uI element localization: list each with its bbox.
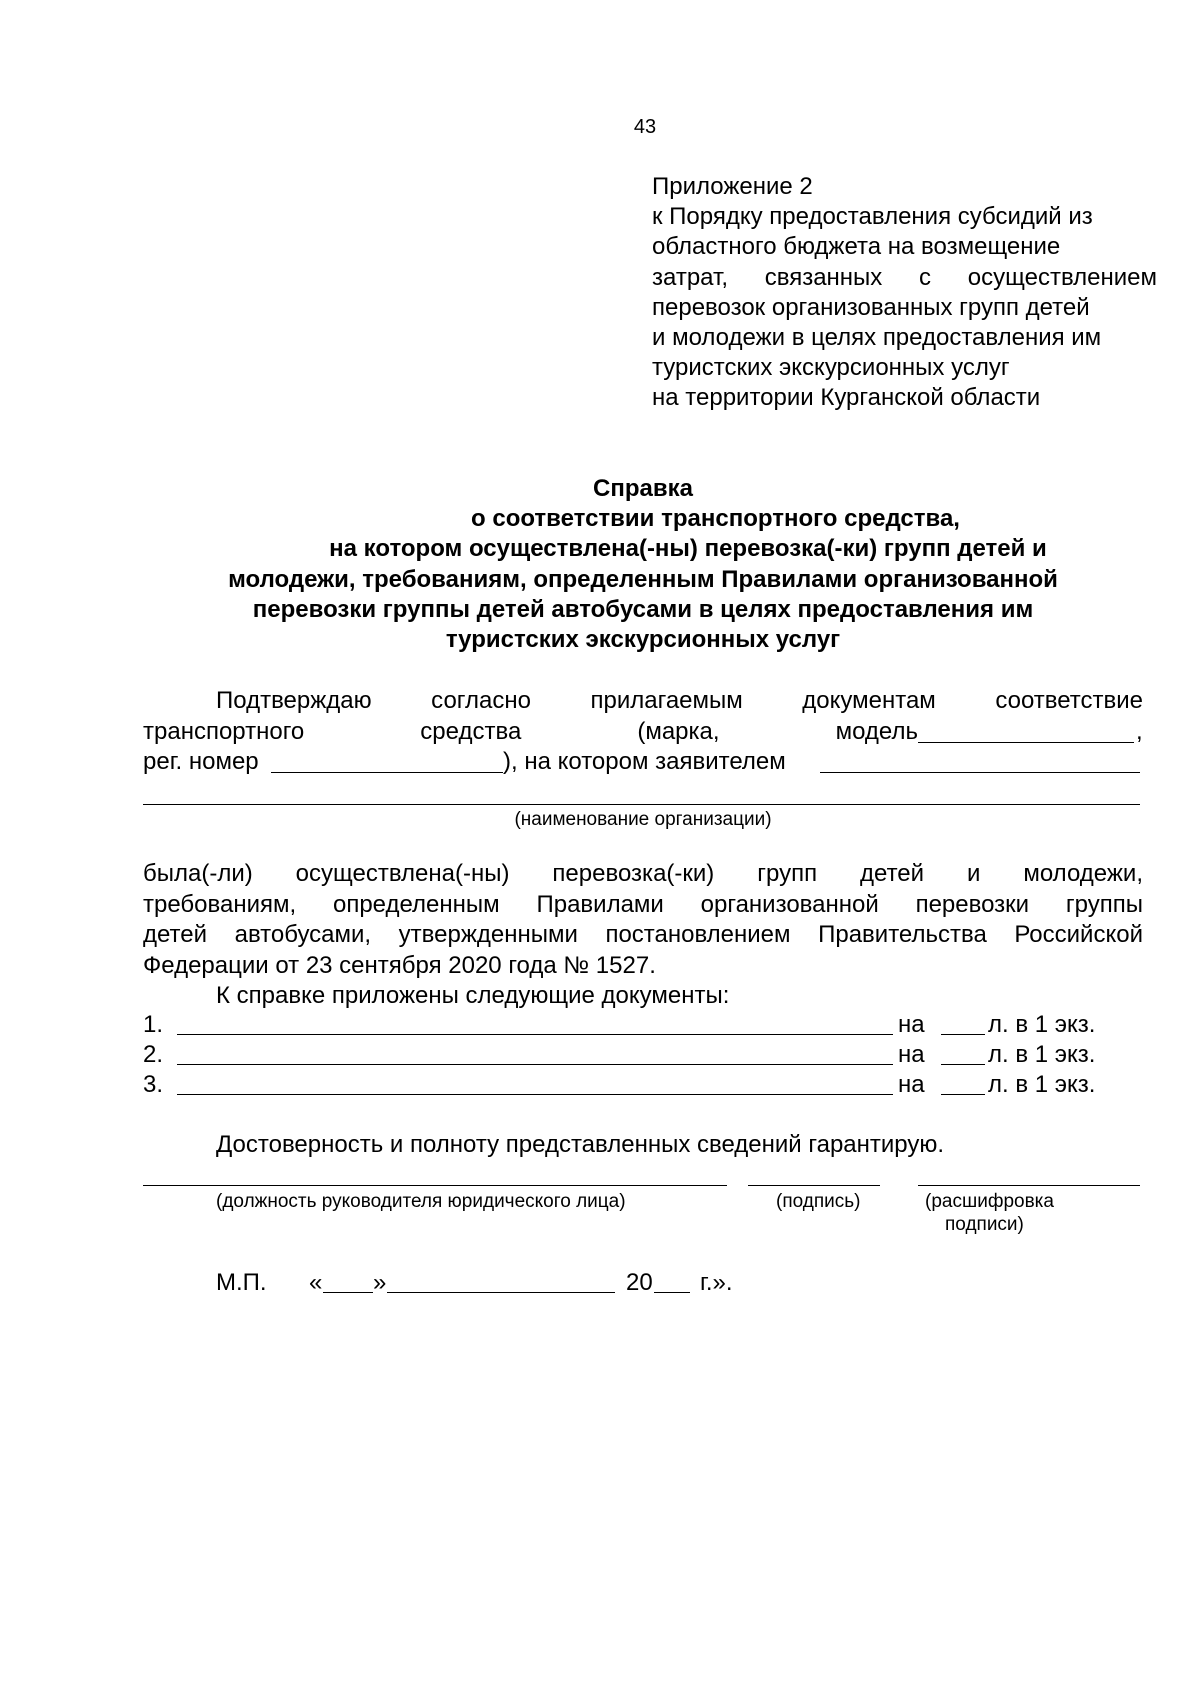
appendix-line: туристских экскурсионных услуг xyxy=(652,354,1010,382)
stamp-date-line xyxy=(216,1268,816,1298)
applicant-label: ), на котором заявителем xyxy=(503,748,786,775)
appendix-line: и молодежи в целях предоставления им xyxy=(652,324,1102,352)
decoding-caption: (расшифровка xyxy=(925,1191,1054,1212)
year-blank-line xyxy=(654,1292,690,1293)
paragraph-line: была(-ли) осуществлена(-ны) перевозка(-ки) групп детей и молодежи, xyxy=(143,860,1143,887)
doc-pages-blank-line xyxy=(941,1064,985,1065)
applicant-blank-line xyxy=(820,772,1140,773)
doc-name-blank-line xyxy=(177,1034,893,1035)
appendix-line: затрат, связанных с осуществлением xyxy=(652,263,1157,291)
doc-number: 2. xyxy=(143,1041,164,1068)
title-line: перевозки группы детей автобусами в целях предоставления им xyxy=(252,595,1034,623)
paragraph-line: детей автобусами, утвержденными постановлением Правительства Российской xyxy=(143,921,1143,948)
position-blank-line xyxy=(143,1185,727,1186)
appendix-line: областного бюджета на возмещение xyxy=(652,233,1061,261)
title-line: о соответствии транспортного средства, xyxy=(471,505,960,533)
year-suffix: г.». xyxy=(700,1269,733,1296)
decoding-blank-line xyxy=(918,1185,1140,1186)
appendix-line: к Порядку предоставления субсидий из xyxy=(652,203,1093,231)
comma: , xyxy=(1136,717,1143,745)
year-prefix: 20 xyxy=(626,1269,653,1296)
title-line: Справка xyxy=(593,475,693,502)
appendix-line: Приложение 2 xyxy=(652,173,813,200)
paragraph-line xyxy=(143,717,1143,748)
signature-blank-line xyxy=(748,1185,880,1186)
month-blank-line xyxy=(387,1292,615,1293)
title-line: туристских экскурсионных услуг xyxy=(445,626,841,654)
quote-close: » xyxy=(373,1269,387,1296)
doc-copies: л. в 1 экз. xyxy=(988,1071,1096,1098)
doc-number: 1. xyxy=(143,1011,164,1038)
paragraph-line: Подтверждаю согласно прилагаемым документам соответствие xyxy=(216,687,1143,714)
appendix-line: на территории Курганской области xyxy=(652,384,1041,412)
appendix-block xyxy=(652,172,1157,414)
appendix-line: перевозок организованных групп детей xyxy=(652,293,1090,321)
title-line: молодежи, требованиям, определенным Правилами организованной xyxy=(228,565,1058,593)
signature-caption: (подпись) xyxy=(776,1191,861,1212)
docs-intro: К справке приложены следующие документы: xyxy=(216,982,730,1009)
decoding-caption: подписи) xyxy=(945,1214,1024,1235)
page-number: 43 xyxy=(633,116,657,138)
position-caption: (должность руководителя юридического лица) xyxy=(216,1191,626,1212)
guarantee-statement: Достоверность и полноту представленных сведений гарантирую. xyxy=(216,1131,945,1158)
organization-caption-text: (наименование организации) xyxy=(514,809,772,830)
doc-name-blank-line xyxy=(177,1094,893,1095)
organization-blank-line xyxy=(143,804,1140,805)
doc-number: 3. xyxy=(143,1071,164,1098)
doc-na: на xyxy=(898,1011,925,1038)
model-blank-line xyxy=(918,742,1134,743)
doc-copies: л. в 1 экз. xyxy=(988,1041,1096,1068)
reg-number-blank-line xyxy=(271,772,503,773)
paragraph-line: требованиям, определенным Правилами организованной перевозки группы xyxy=(143,890,1143,918)
doc-pages-blank-line xyxy=(941,1094,985,1095)
paragraph-line: Федерации от 23 сентября 2020 года № 1527. xyxy=(143,951,656,979)
transport-paragraph xyxy=(143,859,1143,1012)
document-row xyxy=(143,1040,1143,1070)
day-blank-line xyxy=(323,1292,373,1293)
vehicle-label: транспортного средства (марка, модель xyxy=(143,717,918,745)
doc-name-blank-line xyxy=(177,1064,893,1065)
doc-pages-blank-line xyxy=(941,1034,985,1035)
doc-na: на xyxy=(898,1071,925,1098)
document-row xyxy=(143,1010,1143,1040)
quote-open: « xyxy=(309,1269,323,1296)
organization-caption xyxy=(143,809,1143,831)
paragraph-line xyxy=(143,747,1143,778)
doc-copies: л. в 1 экз. xyxy=(988,1011,1096,1038)
doc-na: на xyxy=(898,1041,925,1068)
document-row xyxy=(143,1070,1143,1100)
title-line: на котором осуществлена(-ны) перевозка(-ки) групп детей и xyxy=(329,535,1047,563)
document-title xyxy=(143,474,1143,655)
reg-number-label: рег. номер xyxy=(143,748,259,775)
confirmation-paragraph xyxy=(143,686,1143,778)
stamp-label: М.П. xyxy=(216,1269,267,1296)
